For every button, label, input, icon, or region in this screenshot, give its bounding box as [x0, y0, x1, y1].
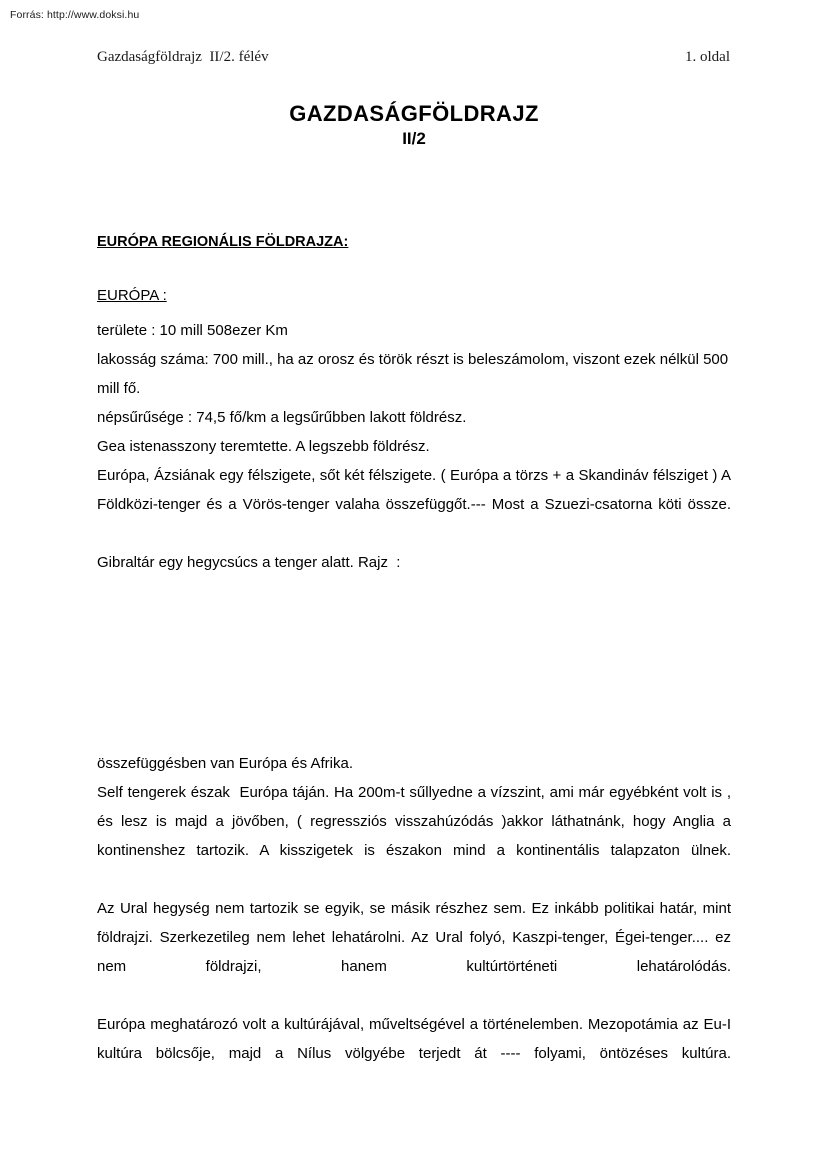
- page-subtitle: II/2: [402, 129, 426, 148]
- header-page-number: 1. oldal: [685, 49, 730, 65]
- document-body: [97, 100, 736, 1097]
- europe-facts-block: [97, 316, 736, 577]
- page-title: GAZDASÁGFÖLDRAJZ: [289, 101, 539, 126]
- header-course-title: Gazdaságföldrajz II/2. félév: [97, 49, 269, 65]
- paragraph-ural-boundary: Az Ural hegység nem tartozik se egyik, se másik részhez sem. Ez inkább politikai határ, mint földrajzi. Szerkezetileg nem lehet lehatárolni. Az Ural folyó, Kaszpi-tenger, Égei-tenger.... ez nem földrajzi, hanem kultúrtörténeti lehatárolódás.: [97, 900, 736, 975]
- subsection-heading-row: [97, 285, 731, 307]
- section-heading-europe-regional: EURÓPA REGIONÁLIS FÖLDRAJZA:: [97, 234, 349, 250]
- paragraph-connection: összefüggésben van Európa és Afrika.: [97, 755, 353, 772]
- source-watermark: Forrás: http://www.doksi.hu: [10, 9, 140, 21]
- running-header: [97, 47, 730, 67]
- paragraph-culture: Európa meghatározó volt a kultúrájával, műveltségével a történelemben. Mezopotámia az Eu-I kultúra bölcsője, majd a Nílus völgyébe terjedt át ---- folyami, öntözéses kultúra.: [97, 1016, 736, 1062]
- fact-area: területe : 10 mill 508ezer Km: [97, 322, 288, 339]
- fact-density: népsűrűsége : 74,5 fő/km a legsűrűbben lakott földrész.: [97, 409, 467, 426]
- paragraph-gibraltar: Gibraltár egy hegycsúcs a tenger alatt. Rajz :: [97, 554, 401, 571]
- europe-discussion-block: [97, 749, 736, 1097]
- section-heading-row: [97, 231, 731, 253]
- paragraph-peninsula: Európa, Ázsiának egy félszigete, sőt két félszigete. ( Európa a törzs + a Skandináv félsziget ) A Földközi-tenger és a Vörös-tenger valaha összefüggőt.--- Most a Szuezi-csatorna köti össze.: [97, 467, 736, 513]
- subsection-heading-europe: EURÓPA :: [97, 287, 167, 304]
- figure-drawing-space: [97, 577, 731, 749]
- fact-myth: Gea istenasszony teremtette. A legszebb földrész.: [97, 438, 430, 455]
- paragraph-shelf-seas: Self tengerek észak Európa táján. Ha 200m-t sűllyedne a vízszint, ami már egyébként volt is , és lesz is majd a jövőben, ( regressziós visszahúzódás )akkor láthatnánk, hogy Anglia a kontinenshez tartozik. A kisszigetek is északon mind a kontinentális talapzaton ülnek.: [97, 784, 736, 859]
- fact-population: lakosság száma: 700 mill., ha az orosz és török részt is beleszámolom, viszont ezek nélkül 500 mill fő.: [97, 351, 733, 397]
